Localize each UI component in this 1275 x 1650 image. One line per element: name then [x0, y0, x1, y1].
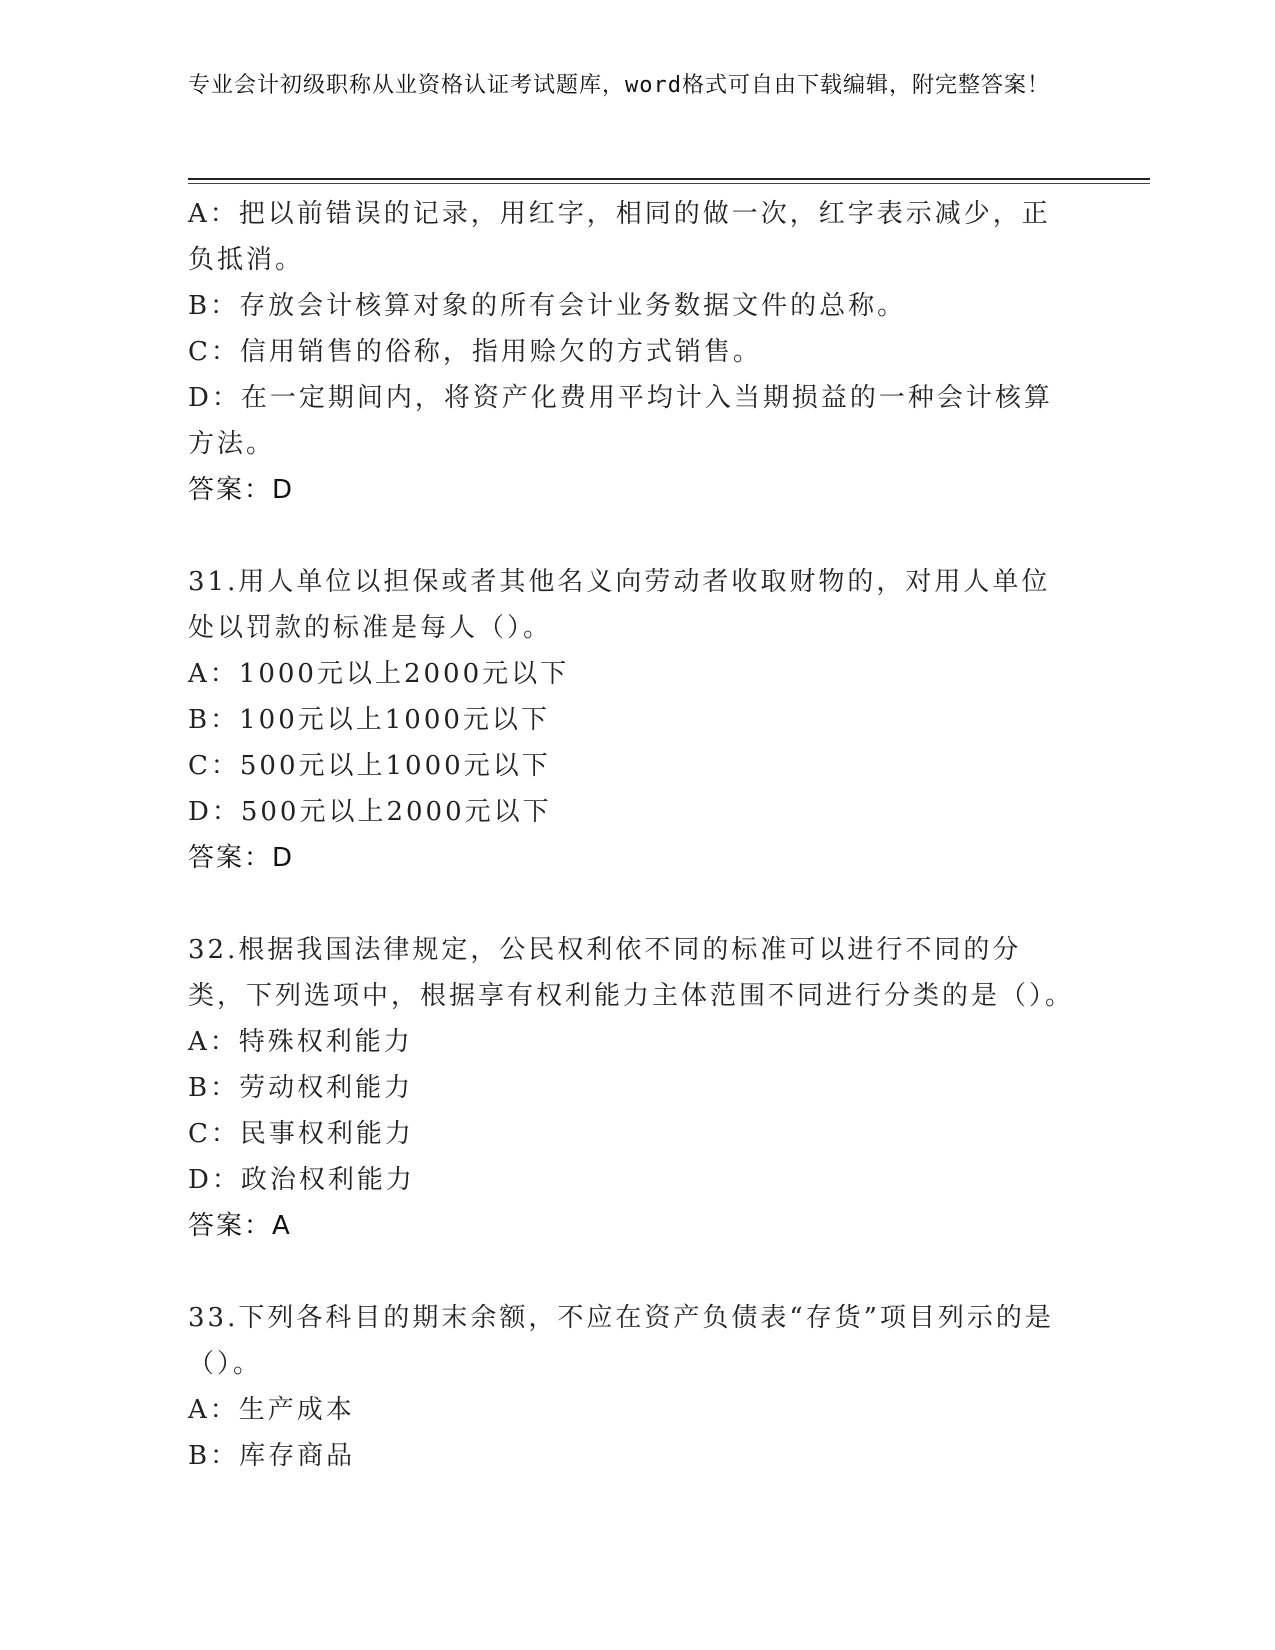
header-divider-thin: [188, 183, 1150, 184]
question-stem: 32.根据我国法律规定，公民权利依不同的标准可以进行不同的分类，下列选项中，根据享有权利能力主体范围不同进行分类的是（）。: [188, 935, 1075, 1011]
option-d: D：政治权利能力: [188, 1165, 415, 1195]
option-b: B：100元以上1000元以下: [188, 705, 550, 735]
option-b: B：劳动权利能力: [188, 1073, 414, 1103]
answer-line: 答案：A: [188, 1211, 292, 1241]
question-stem: 31.用人单位以担保或者其他名义向劳动者收取财物的，对用人单位处以罚款的标准是每人（）。: [188, 567, 1051, 643]
document-header: 专业会计初级职称从业资格认证考试题库，word格式可自由下载编辑，附完整答案！: [188, 73, 1050, 98]
option-b: B：存放会计核算对象的所有会计业务数据文件的总称。: [188, 291, 907, 321]
option-d: D：在一定期间内，将资产化费用平均计入当期损益的一种会计核算方法。: [188, 383, 1053, 459]
option-a: A：生产成本: [188, 1395, 355, 1425]
option-c: C：信用销售的俗称，指用赊欠的方式销售。: [188, 337, 762, 367]
question-32: [188, 927, 1078, 1249]
question-stem: 33.下列各科目的期末余额，不应在资产负债表“存货”项目列示的是（）。: [188, 1303, 1054, 1379]
question-31: [188, 559, 1078, 881]
option-c: C：500元以上1000元以下: [188, 751, 551, 781]
option-b: B：库存商品: [188, 1441, 356, 1471]
header-divider-thick: [188, 178, 1150, 180]
document-body: [188, 191, 1078, 1479]
option-a: A：特殊权利能力: [188, 1027, 413, 1057]
question-30-tail: [188, 191, 1078, 513]
option-d: D：500元以上2000元以下: [188, 797, 552, 827]
answer-line: 答案：D: [188, 475, 295, 505]
option-c: C：民事权利能力: [188, 1119, 414, 1149]
answer-line: 答案：D: [188, 843, 295, 873]
question-33: [188, 1295, 1078, 1479]
option-a: A：把以前错误的记录，用红字，相同的做一次，红字表示减少，正负抵消。: [188, 199, 1051, 275]
option-a: A：1000元以上2000元以下: [188, 659, 570, 689]
